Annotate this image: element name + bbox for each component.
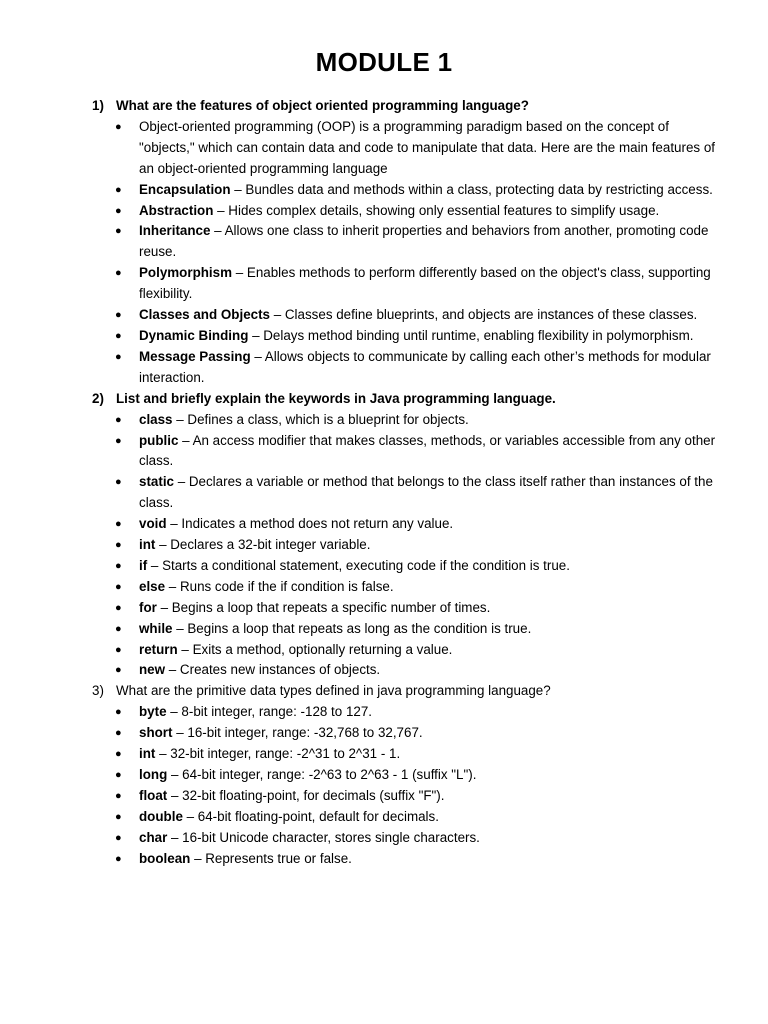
list-item [92,744,722,765]
item-term: while [139,620,173,636]
item-description: – Begins a loop that repeats a specific number of times. [156,599,491,615]
item-description: – 32-bit integer, range: -2^31 to 2^31 - 1. [155,746,401,762]
list-item [92,828,722,849]
item-description: – Defines a class, which is a blueprint for objects. [172,411,469,427]
item-description: – Allows one class to inherit properties and behaviors from another, promoting code reuse. [139,223,709,260]
item-term: for [139,599,157,615]
item-term: void [139,516,167,532]
question-number: 3) [92,683,104,699]
item-term: int [139,537,156,553]
answer-list [92,702,722,869]
item-term: Inheritance [139,223,211,239]
list-item [92,117,722,180]
document-content [92,96,722,870]
list-item [92,556,722,577]
item-description: – Begins a loop that repeats as long as the condition is true. [172,620,532,636]
list-item [92,702,722,723]
item-term: short [139,725,173,741]
bullet-icon: ● [115,267,122,280]
list-item [92,619,722,640]
item-description: – An access modifier that makes classes, methods, or variables accessible from any other class. [139,432,716,469]
list-item [92,326,722,347]
item-description: Object-oriented programming (OOP) is a programming paradigm based on the concept of "objects," which can contain data and code to manipulate that data. Here are the main features of an object-oriented programming language [139,118,715,176]
list-item [92,347,722,389]
item-term: byte [139,704,167,720]
item-term: int [139,746,156,762]
bullet-icon: ● [115,643,122,656]
bullet-icon: ● [115,183,122,196]
list-item [92,786,722,807]
item-term: Abstraction [139,202,214,218]
question-number: 2) [92,390,104,406]
answer-list [92,410,722,682]
item-term: static [139,474,174,490]
list-item [92,410,722,431]
bullet-icon: ● [115,727,122,740]
item-term: public [139,432,179,448]
item-term: class [139,411,173,427]
item-description: – Classes define blueprints, and objects are instances of these classes. [270,307,698,323]
list-item [92,180,722,201]
item-term: Encapsulation [139,181,231,197]
bullet-icon: ● [115,413,122,426]
item-description: – Declares a 32-bit integer variable. [155,537,371,553]
list-item [92,472,722,514]
question-2 [92,389,722,410]
item-description: – Allows objects to communicate by calling each other’s methods for modular interaction. [139,348,711,385]
bullet-icon: ● [115,350,122,363]
item-description: – 16-bit integer, range: -32,768 to 32,767. [172,725,423,741]
list-item [92,660,722,681]
bullet-icon: ● [115,748,122,761]
question-text: List and briefly explain the keywords in Java programming language. [116,390,556,406]
list-item [92,640,722,661]
item-term: char [139,829,168,845]
bullet-icon: ● [115,539,122,552]
bullet-icon: ● [115,622,122,635]
list-item [92,514,722,535]
page-title: MODULE 1 [315,47,453,77]
list-item [92,431,722,473]
item-description: – Exits a method, optionally returning a value. [177,641,453,657]
item-term: if [139,557,148,573]
list-item [92,201,722,222]
item-description: – Runs code if the if condition is false. [165,578,394,594]
question-1 [92,96,722,117]
item-term: Polymorphism [139,265,233,281]
bullet-icon: ● [115,831,122,844]
bullet-icon: ● [115,769,122,781]
bullet-icon: ● [115,852,122,865]
item-term: Dynamic Binding [139,327,249,343]
bullet-icon: ● [115,225,122,238]
item-description: – Enables methods to perform differently based on the object's class, supporting flexibility. [139,265,711,302]
question-3 [92,681,722,702]
item-term: double [139,808,183,824]
bullet-icon: ● [115,706,122,719]
list-item [92,221,722,263]
item-term: return [139,641,178,657]
list-item [92,263,722,305]
answer-list [92,117,722,389]
bullet-icon: ● [115,601,122,614]
question-number: 1) [92,98,104,113]
item-description: – 64-bit floating-point, default for decimals. [182,808,439,824]
item-description: – Represents true or false. [190,850,352,866]
item-description: – Starts a conditional statement, executing code if the condition is true. [147,557,570,573]
bullet-icon: ● [115,120,122,133]
list-item [92,807,722,828]
list-item [92,765,722,786]
bullet-icon: ● [115,329,122,342]
item-term: Classes and Objects [139,307,270,323]
bullet-icon: ● [115,580,122,593]
item-term: Message Passing [139,348,251,364]
item-term: boolean [139,850,191,866]
item-description: – 64-bit integer, range: -2^63 to 2^63 - 1 (suffix "L"). [167,767,477,782]
item-description: – 32-bit floating-point, for decimals (suffix "F"). [167,787,445,803]
question-text: What are the features of object oriented programming language? [116,98,529,113]
list-item [92,305,722,326]
list-item [92,535,722,556]
item-term: float [139,787,168,803]
item-description: – Declares a variable or method that belongs to the class itself rather than instances of the class. [139,474,713,511]
bullet-icon: ● [115,810,122,823]
bullet-icon: ● [115,518,122,531]
bullet-icon: ● [115,309,122,322]
item-term: else [139,578,166,594]
list-item [92,723,722,744]
item-term: new [139,662,166,678]
item-description: – 16-bit Unicode character, stores single characters. [167,829,480,845]
bullet-icon: ● [115,476,122,489]
list-item [92,577,722,598]
list-item [92,598,722,619]
bullet-icon: ● [115,559,122,572]
item-description: – Indicates a method does not return any value. [166,516,454,532]
item-description: – Creates new instances of objects. [165,662,381,678]
list-item [92,849,722,870]
item-description: – Bundles data and methods within a class, protecting data by restricting access. [230,181,713,197]
item-term: long [139,767,168,782]
bullet-icon: ● [115,789,122,802]
bullet-icon: ● [115,434,122,447]
item-description: – Delays method binding until runtime, enabling flexibility in polymorphism. [248,327,694,343]
bullet-icon: ● [115,664,122,677]
question-text: What are the primitive data types defined in java programming language? [116,683,551,699]
bullet-icon: ● [115,204,122,217]
item-description: – 8-bit integer, range: -128 to 127. [166,704,373,720]
item-description: – Hides complex details, showing only essential features to simplify usage. [213,202,660,218]
